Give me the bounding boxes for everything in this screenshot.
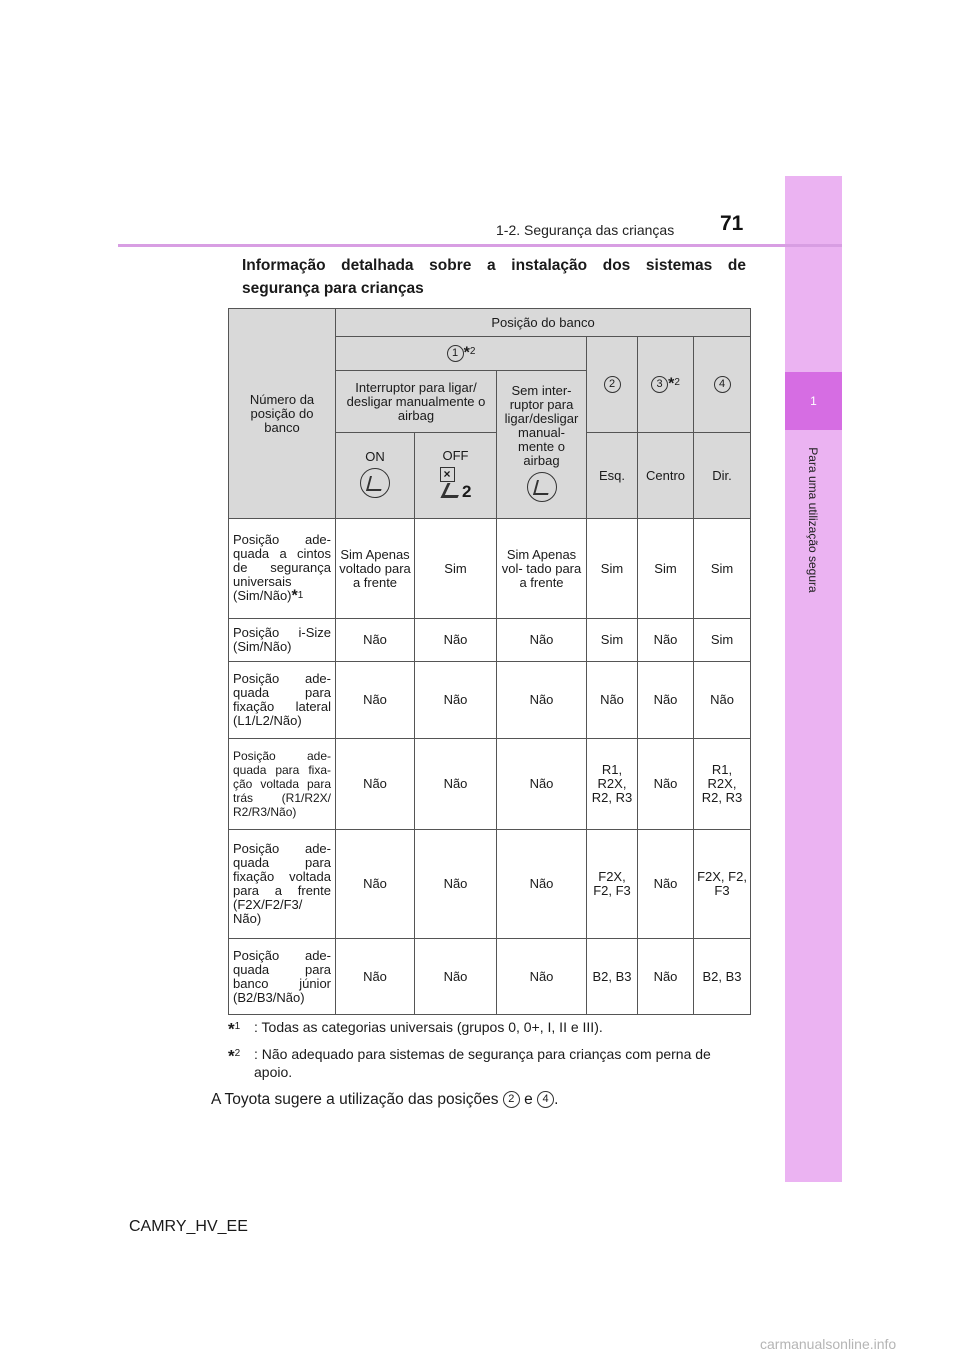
- table-row: [229, 519, 751, 619]
- position-2-marker: 2: [503, 1091, 520, 1108]
- no-switch-header: Sem inter- ruptor para ligar/desligar manual- mente o airbag: [497, 371, 587, 519]
- header-rule: [118, 244, 842, 247]
- cell-pos-4: B2, B3: [694, 939, 751, 1015]
- position-4-header: [694, 337, 751, 433]
- table-row: [229, 619, 751, 662]
- cell-pos-4: F2X, F2, F3: [694, 830, 751, 939]
- cell-off: Não: [415, 662, 497, 739]
- cell-pos-3: Não: [638, 619, 694, 662]
- on-header: ON: [336, 433, 415, 519]
- cell-pos-4: Não: [694, 662, 751, 739]
- seat-position-table: [228, 308, 751, 1015]
- cell-off: Não: [415, 739, 497, 830]
- airbag-on-icon: [360, 468, 390, 498]
- table-row: [229, 662, 751, 739]
- cell-off: Não: [415, 619, 497, 662]
- watermark: carmanualsonline.info: [760, 1336, 897, 1352]
- position-4-marker: 4: [714, 376, 731, 393]
- cell-pos-2: R1, R2X, R2, R3: [587, 739, 638, 830]
- cell-pos-3: Não: [638, 939, 694, 1015]
- row-label: Posição i-Size (Sim/Não): [229, 619, 336, 662]
- cell-pos-3: Não: [638, 830, 694, 939]
- side-tab-band: [785, 176, 842, 1182]
- manual-switch-header: Interruptor para ligar/ desligar manualmente o airbag: [336, 371, 497, 433]
- position-3-header: 3 *$^2$: [638, 337, 694, 433]
- position-3-marker: 3: [651, 376, 668, 393]
- cell-pos-2: Sim: [587, 619, 638, 662]
- cell-on: Sim Apenas voltado para a frente: [336, 519, 415, 619]
- table-row: [229, 939, 751, 1015]
- cell-pos-3: Sim: [638, 519, 694, 619]
- row-label: Posição ade- quada para fixação lateral (L1/L2/Não): [229, 662, 336, 739]
- position-4-marker: 4: [537, 1091, 554, 1108]
- row-label: Posição ade- quada para banco júnior (B2/B3/Não): [229, 939, 336, 1015]
- side-tab-chapter-title: Para uma utilização segura: [806, 447, 820, 593]
- cell-off: Não: [415, 939, 497, 1015]
- cell-no-switch: Não: [497, 939, 587, 1015]
- position-1-header: 1 *$^2$: [336, 337, 587, 371]
- cell-pos-2: B2, B3: [587, 939, 638, 1015]
- cell-pos-3: Não: [638, 739, 694, 830]
- left-header: Esq.: [587, 433, 638, 519]
- cell-no-switch: Não: [497, 619, 587, 662]
- seat-position-header: Posição do banco: [336, 309, 751, 337]
- cell-pos-2: F2X, F2, F3: [587, 830, 638, 939]
- position-1-marker: 1: [447, 345, 464, 362]
- cell-pos-4: Sim: [694, 619, 751, 662]
- cell-on: Não: [336, 662, 415, 739]
- table-row: [229, 830, 751, 939]
- off-header: OFF × 2: [415, 433, 497, 519]
- manual-code: CAMRY_HV_EE: [129, 1218, 248, 1235]
- cell-on: Não: [336, 939, 415, 1015]
- row-label: Posição ade- quada para fixa- ção voltada para trás (R1/R2X/ R2/R3/Não): [229, 739, 336, 830]
- footnote-1: *$^1$ : Todas as categorias universais (grupos 0, 0+, I, II e III).: [228, 1019, 603, 1039]
- airbag-off-icon: × 2: [440, 467, 472, 499]
- suggestion-text: A Toyota sugere a utilização das posições 2 e 4 .: [211, 1091, 559, 1108]
- row-label: Posição ade- quada para fixação voltada para a frente (F2X/F2/F3/ Não): [229, 830, 336, 939]
- cell-no-switch: Não: [497, 662, 587, 739]
- cell-pos-4: Sim: [694, 519, 751, 619]
- table-row: [229, 739, 751, 830]
- cell-no-switch: Não: [497, 830, 587, 939]
- cell-no-switch: Sim Apenas vol- tado para a frente: [497, 519, 587, 619]
- footnote-2: *$^2$ : Não adequado para sistemas de segurança para crianças com perna de apoio.: [228, 1045, 711, 1080]
- cell-on: Não: [336, 619, 415, 662]
- cell-pos-3: Não: [638, 662, 694, 739]
- cell-off: Não: [415, 830, 497, 939]
- position-2-header: [587, 337, 638, 433]
- center-header: Centro: [638, 433, 694, 519]
- side-tab-chapter-number: 1: [785, 372, 842, 430]
- right-header: Dir.: [694, 433, 751, 519]
- position-2-marker: 2: [604, 376, 621, 393]
- page-number: 71: [720, 212, 744, 235]
- airbag-on-icon: [527, 472, 557, 502]
- page-heading: Informação detalhada sobre a instalação dos sistemas de segurança para crianças: [242, 257, 746, 297]
- cell-pos-4: R1, R2X, R2, R3: [694, 739, 751, 830]
- cell-off: Sim: [415, 519, 497, 619]
- cell-on: Não: [336, 830, 415, 939]
- seat-position-number-header: Número da posição do banco: [229, 309, 336, 519]
- cell-no-switch: Não: [497, 739, 587, 830]
- row-label: Posição ade- quada a cintos de segurança universais (Sim/Não)*$^1$: [229, 519, 336, 619]
- cell-on: Não: [336, 739, 415, 830]
- cell-pos-2: Sim: [587, 519, 638, 619]
- footnotes: [228, 1018, 750, 1087]
- section-title: 1-2. Segurança das crianças: [496, 222, 675, 238]
- cell-pos-2: Não: [587, 662, 638, 739]
